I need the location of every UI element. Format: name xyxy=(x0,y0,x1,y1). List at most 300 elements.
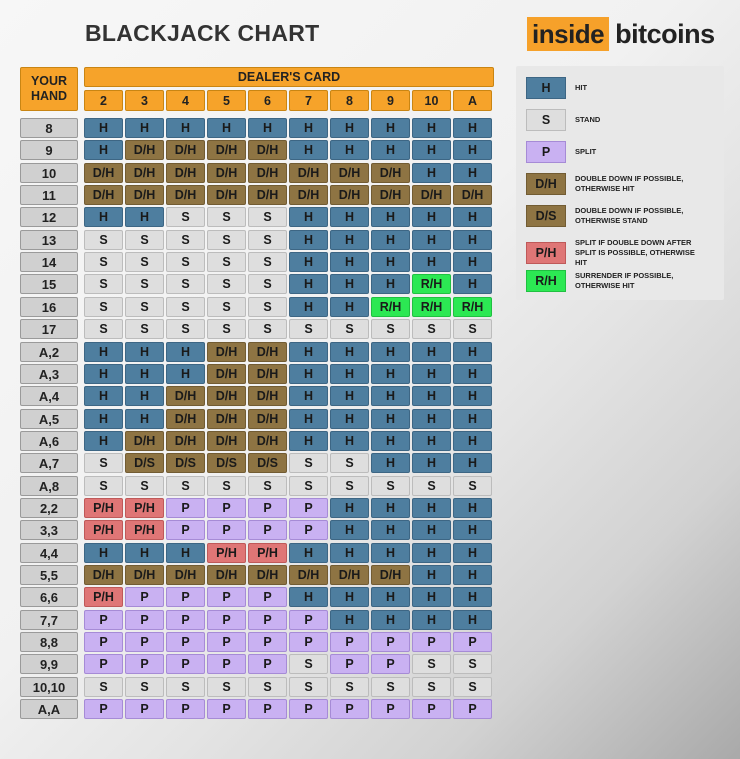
strategy-cell: P/H xyxy=(84,587,123,607)
strategy-cell: H xyxy=(84,207,123,227)
strategy-cell: D/H xyxy=(371,163,410,183)
player-hand-label: 10 xyxy=(20,163,78,183)
your-hand-label: YOUR HAND xyxy=(30,74,68,103)
player-hand-label: 13 xyxy=(20,230,78,250)
strategy-cell: D/H xyxy=(289,163,328,183)
strategy-cell: P xyxy=(207,587,246,607)
strategy-cell: H xyxy=(412,498,451,518)
player-hand-label: 17 xyxy=(20,319,78,339)
strategy-cell: H xyxy=(412,520,451,540)
strategy-cell: P xyxy=(289,498,328,518)
strategy-cell: P/H xyxy=(84,520,123,540)
strategy-cell: D/H xyxy=(207,140,246,160)
strategy-cell: H xyxy=(125,543,164,563)
strategy-cell: S xyxy=(248,274,287,294)
strategy-cell: D/H xyxy=(289,185,328,205)
strategy-cell: R/H xyxy=(412,297,451,317)
strategy-cell: H xyxy=(330,207,369,227)
strategy-cell: P/H xyxy=(125,498,164,518)
strategy-cell: H xyxy=(412,230,451,250)
player-hand-label: A,7 xyxy=(20,453,78,473)
strategy-cell: D/S xyxy=(207,453,246,473)
strategy-cell: H xyxy=(330,431,369,451)
strategy-cell: S xyxy=(84,230,123,250)
strategy-cell: H xyxy=(125,364,164,384)
legend-item xyxy=(526,205,700,227)
strategy-cell: S xyxy=(207,297,246,317)
player-hand-label: A,A xyxy=(20,699,78,719)
strategy-cell: H xyxy=(84,386,123,406)
strategy-cell: P xyxy=(166,699,205,719)
dealer-card-6: 6 xyxy=(248,90,287,111)
strategy-cell: H xyxy=(453,230,492,250)
strategy-cell: S xyxy=(330,453,369,473)
player-hand-label: A,4 xyxy=(20,386,78,406)
strategy-cell: H xyxy=(453,252,492,272)
strategy-cell: D/S xyxy=(166,453,205,473)
strategy-cell: H xyxy=(330,364,369,384)
strategy-cell: H xyxy=(330,498,369,518)
strategy-cell: H xyxy=(330,610,369,630)
strategy-cell: H xyxy=(371,230,410,250)
strategy-cell: H xyxy=(125,386,164,406)
strategy-cell: D/H xyxy=(207,431,246,451)
strategy-cell: S xyxy=(289,453,328,473)
strategy-cell: H xyxy=(453,543,492,563)
strategy-cell: H xyxy=(371,543,410,563)
strategy-cell: H xyxy=(412,610,451,630)
strategy-cell: P xyxy=(207,699,246,719)
strategy-cell: S xyxy=(453,677,492,697)
strategy-cell: P xyxy=(125,654,164,674)
player-hand-label: 12 xyxy=(20,207,78,227)
strategy-cell: H xyxy=(371,118,410,138)
strategy-cell: R/H xyxy=(371,297,410,317)
legend-text: DOUBLE DOWN IF POSSIBLE, OTHERWISE STAND xyxy=(575,206,684,225)
legend-swatch: D/S xyxy=(526,205,566,227)
strategy-cell: H xyxy=(289,274,328,294)
strategy-cell: S xyxy=(125,252,164,272)
strategy-cell: H xyxy=(125,207,164,227)
strategy-cell: H xyxy=(453,364,492,384)
legend-swatch: R/H xyxy=(526,270,566,292)
strategy-cell: D/H xyxy=(84,565,123,585)
strategy-cell: S xyxy=(207,252,246,272)
strategy-cell: D/H xyxy=(248,364,287,384)
strategy-cell: P xyxy=(125,587,164,607)
strategy-cell: D/H xyxy=(207,163,246,183)
strategy-cell: H xyxy=(453,118,492,138)
strategy-cell: S xyxy=(371,677,410,697)
dealer-card-4: 4 xyxy=(166,90,205,111)
dealer-card-2: 2 xyxy=(84,90,123,111)
strategy-cell: D/H xyxy=(330,565,369,585)
strategy-cell: D/H xyxy=(412,185,451,205)
player-hand-label: 16 xyxy=(20,297,78,317)
strategy-cell: H xyxy=(330,118,369,138)
strategy-cell: H xyxy=(371,610,410,630)
player-hand-label: 7,7 xyxy=(20,610,78,630)
strategy-cell: H xyxy=(125,342,164,362)
player-hand-label: 8 xyxy=(20,118,78,138)
strategy-cell: P xyxy=(207,632,246,652)
strategy-cell: S xyxy=(84,252,123,272)
strategy-cell: S xyxy=(330,476,369,496)
strategy-cell: D/H xyxy=(84,185,123,205)
strategy-cell: S xyxy=(166,476,205,496)
strategy-cell: S xyxy=(207,319,246,339)
strategy-cell: H xyxy=(453,207,492,227)
player-hand-label: 5,5 xyxy=(20,565,78,585)
strategy-cell: H xyxy=(371,364,410,384)
legend-text: HIT xyxy=(575,83,588,92)
strategy-cell: P/H xyxy=(125,520,164,540)
player-hand-label: 2,2 xyxy=(20,498,78,518)
player-hand-label: 4,4 xyxy=(20,543,78,563)
strategy-cell: S xyxy=(453,319,492,339)
strategy-cell: S xyxy=(125,297,164,317)
strategy-cell: P xyxy=(166,587,205,607)
strategy-cell: P xyxy=(166,520,205,540)
legend-item xyxy=(526,77,700,99)
strategy-cell: H xyxy=(330,274,369,294)
strategy-cell: P xyxy=(84,632,123,652)
strategy-cell: H xyxy=(453,409,492,429)
strategy-cell: H xyxy=(84,409,123,429)
strategy-cell: D/H xyxy=(84,163,123,183)
strategy-cell: H xyxy=(412,118,451,138)
player-hand-label: 10,10 xyxy=(20,677,78,697)
strategy-cell: H xyxy=(330,252,369,272)
strategy-cell: H xyxy=(453,587,492,607)
strategy-cell: P xyxy=(248,654,287,674)
legend-text: SPLIT IF DOUBLE DOWN AFTER SPLIT IS POSSIBLE, OTHERWISE HIT xyxy=(575,238,695,267)
strategy-cell: H xyxy=(412,587,451,607)
strategy-cell: H xyxy=(289,140,328,160)
strategy-cell: S xyxy=(207,230,246,250)
player-hand-label: A,3 xyxy=(20,364,78,384)
strategy-cell: H xyxy=(289,252,328,272)
strategy-cell: P xyxy=(248,610,287,630)
strategy-cell: P xyxy=(289,610,328,630)
strategy-cell: S xyxy=(248,677,287,697)
strategy-cell: S xyxy=(412,319,451,339)
strategy-cell: P xyxy=(248,587,287,607)
strategy-cell: P xyxy=(412,632,451,652)
legend-item xyxy=(526,109,700,131)
strategy-cell: H xyxy=(453,565,492,585)
player-hand-label: 6,6 xyxy=(20,587,78,607)
strategy-cell: H xyxy=(289,297,328,317)
dealer-card-3: 3 xyxy=(125,90,164,111)
strategy-cell: D/H xyxy=(371,185,410,205)
strategy-cell: P xyxy=(166,498,205,518)
strategy-cell: H xyxy=(289,118,328,138)
strategy-cell: P xyxy=(84,654,123,674)
strategy-cell: D/H xyxy=(166,185,205,205)
strategy-cell: H xyxy=(453,274,492,294)
strategy-cell: S xyxy=(248,476,287,496)
strategy-cell: S xyxy=(207,274,246,294)
strategy-cell: H xyxy=(289,364,328,384)
strategy-cell: S xyxy=(84,677,123,697)
strategy-cell: S xyxy=(248,297,287,317)
strategy-cell: D/H xyxy=(248,140,287,160)
strategy-cell: H xyxy=(412,409,451,429)
strategy-cell: S xyxy=(166,230,205,250)
strategy-cell: H xyxy=(371,207,410,227)
legend-swatch: P/H xyxy=(526,242,566,264)
strategy-cell: H xyxy=(453,610,492,630)
strategy-cell: D/H xyxy=(330,163,369,183)
strategy-cell: H xyxy=(371,274,410,294)
strategy-cell: P xyxy=(248,632,287,652)
strategy-cell: H xyxy=(412,453,451,473)
strategy-cell: H xyxy=(330,230,369,250)
strategy-cell: D/S xyxy=(248,453,287,473)
strategy-cell: S xyxy=(207,677,246,697)
strategy-cell: H xyxy=(412,163,451,183)
strategy-cell: S xyxy=(166,207,205,227)
strategy-cell: H xyxy=(371,252,410,272)
strategy-cell: D/H xyxy=(248,342,287,362)
strategy-cell: H xyxy=(371,431,410,451)
strategy-cell: S xyxy=(330,677,369,697)
strategy-cell: D/H xyxy=(166,431,205,451)
player-hand-label: A,6 xyxy=(20,431,78,451)
logo-bitcoins: bitcoins xyxy=(615,18,715,49)
strategy-cell: P xyxy=(125,699,164,719)
strategy-cell: H xyxy=(330,543,369,563)
strategy-cell: H xyxy=(371,453,410,473)
strategy-cell: D/H xyxy=(125,163,164,183)
strategy-cell: S xyxy=(289,476,328,496)
strategy-cell: S xyxy=(248,319,287,339)
player-hand-label: 9 xyxy=(20,140,78,160)
strategy-cell: S xyxy=(125,319,164,339)
strategy-cell: H xyxy=(330,297,369,317)
strategy-cell: P xyxy=(371,632,410,652)
strategy-cell: D/H xyxy=(207,342,246,362)
strategy-cell: H xyxy=(248,118,287,138)
strategy-cell: D/H xyxy=(453,185,492,205)
strategy-cell: S xyxy=(412,677,451,697)
strategy-cell: H xyxy=(371,498,410,518)
strategy-cell: D/H xyxy=(371,565,410,585)
strategy-cell: H xyxy=(412,543,451,563)
strategy-cell: H xyxy=(412,565,451,585)
strategy-cell: P xyxy=(248,699,287,719)
strategy-cell: S xyxy=(166,252,205,272)
strategy-cell: D/H xyxy=(125,431,164,451)
dealer-card-A: A xyxy=(453,90,492,111)
player-hand-label: 11 xyxy=(20,185,78,205)
strategy-cell: H xyxy=(289,587,328,607)
strategy-cell: P xyxy=(289,632,328,652)
legend-item xyxy=(526,270,700,292)
strategy-cell: S xyxy=(248,230,287,250)
strategy-cell: P xyxy=(330,632,369,652)
dealer-card-8: 8 xyxy=(330,90,369,111)
strategy-cell: S xyxy=(125,677,164,697)
strategy-cell: D/H xyxy=(207,565,246,585)
strategy-cell: P xyxy=(207,498,246,518)
strategy-cell: S xyxy=(125,274,164,294)
player-hand-label: A,5 xyxy=(20,409,78,429)
strategy-cell: H xyxy=(289,543,328,563)
strategy-cell: H xyxy=(412,207,451,227)
strategy-cell: H xyxy=(453,498,492,518)
strategy-cell: D/H xyxy=(166,140,205,160)
strategy-cell: D/H xyxy=(248,565,287,585)
strategy-cell: P/H xyxy=(207,543,246,563)
dealer-card-9: 9 xyxy=(371,90,410,111)
strategy-cell: H xyxy=(289,409,328,429)
strategy-cell: H xyxy=(412,252,451,272)
strategy-cell: H xyxy=(371,409,410,429)
strategy-cell: S xyxy=(125,476,164,496)
strategy-cell: H xyxy=(453,386,492,406)
dealer-card-header: DEALER'S CARD xyxy=(84,67,494,87)
legend-item xyxy=(526,141,700,163)
strategy-cell: S xyxy=(248,252,287,272)
strategy-cell: P/H xyxy=(248,543,287,563)
strategy-cell: H xyxy=(371,520,410,540)
strategy-cell: D/H xyxy=(207,409,246,429)
strategy-cell: D/H xyxy=(248,386,287,406)
strategy-cell: H xyxy=(84,118,123,138)
strategy-cell: P xyxy=(248,520,287,540)
strategy-cell: H xyxy=(289,386,328,406)
strategy-cell: H xyxy=(330,386,369,406)
strategy-cell: H xyxy=(330,409,369,429)
strategy-cell: S xyxy=(84,453,123,473)
strategy-cell: D/H xyxy=(166,163,205,183)
strategy-cell: S xyxy=(84,476,123,496)
strategy-cell: H xyxy=(412,342,451,362)
strategy-cell: P xyxy=(289,520,328,540)
strategy-cell: D/H xyxy=(248,185,287,205)
strategy-cell: H xyxy=(330,342,369,362)
strategy-cell: S xyxy=(289,319,328,339)
strategy-cell: S xyxy=(84,319,123,339)
strategy-cell: D/H xyxy=(330,185,369,205)
legend-swatch: H xyxy=(526,77,566,99)
legend-swatch: D/H xyxy=(526,173,566,195)
strategy-cell: P xyxy=(125,632,164,652)
strategy-cell: H xyxy=(289,230,328,250)
strategy-cell: D/H xyxy=(166,386,205,406)
strategy-cell: S xyxy=(248,207,287,227)
legend-text: STAND xyxy=(575,115,601,124)
strategy-cell: H xyxy=(330,587,369,607)
page-title: BLACKJACK CHART xyxy=(85,20,320,46)
strategy-cell: P xyxy=(453,699,492,719)
player-hand-label: 3,3 xyxy=(20,520,78,540)
strategy-cell: H xyxy=(371,386,410,406)
strategy-cell: S xyxy=(166,274,205,294)
strategy-cell: P xyxy=(330,699,369,719)
strategy-cell: H xyxy=(330,520,369,540)
strategy-cell: P xyxy=(289,699,328,719)
strategy-cell: H xyxy=(289,207,328,227)
strategy-cell: S xyxy=(453,654,492,674)
legend-item xyxy=(526,173,700,195)
strategy-cell: H xyxy=(412,431,451,451)
strategy-cell: H xyxy=(453,163,492,183)
strategy-cell: P xyxy=(371,654,410,674)
dealer-card-7: 7 xyxy=(289,90,328,111)
legend-swatch: P xyxy=(526,141,566,163)
strategy-cell: D/H xyxy=(248,163,287,183)
strategy-cell: S xyxy=(289,654,328,674)
strategy-cell: D/H xyxy=(166,409,205,429)
strategy-cell: P xyxy=(453,632,492,652)
strategy-cell: D/H xyxy=(125,140,164,160)
strategy-cell: P xyxy=(84,699,123,719)
strategy-cell: R/H xyxy=(412,274,451,294)
strategy-cell: R/H xyxy=(453,297,492,317)
strategy-cell: H xyxy=(289,431,328,451)
strategy-cell: P xyxy=(330,654,369,674)
strategy-cell: S xyxy=(330,319,369,339)
strategy-cell: P xyxy=(207,654,246,674)
strategy-cell: S xyxy=(125,230,164,250)
strategy-cell: D/H xyxy=(125,185,164,205)
strategy-cell: D/S xyxy=(125,453,164,473)
strategy-cell: D/H xyxy=(207,185,246,205)
strategy-cell: S xyxy=(371,476,410,496)
strategy-cell: S xyxy=(166,677,205,697)
player-hand-label: 9,9 xyxy=(20,654,78,674)
strategy-cell: H xyxy=(371,587,410,607)
legend-item xyxy=(526,238,700,268)
legend-text: SURRENDER IF POSSIBLE, OTHERWISE HIT xyxy=(575,271,674,290)
legend-text: DOUBLE DOWN IF POSSIBLE, OTHERWISE HIT xyxy=(575,174,684,193)
strategy-cell: H xyxy=(84,342,123,362)
strategy-cell: H xyxy=(453,520,492,540)
logo-inside: inside xyxy=(527,17,609,51)
strategy-cell: D/H xyxy=(289,565,328,585)
strategy-cell: P xyxy=(84,610,123,630)
strategy-cell: D/H xyxy=(166,565,205,585)
strategy-cell: S xyxy=(453,476,492,496)
strategy-cell: P xyxy=(248,498,287,518)
strategy-cell: D/H xyxy=(207,364,246,384)
strategy-cell: H xyxy=(166,364,205,384)
strategy-cell: H xyxy=(371,140,410,160)
strategy-cell: H xyxy=(453,140,492,160)
strategy-cell: S xyxy=(207,207,246,227)
strategy-cell: S xyxy=(289,677,328,697)
strategy-cell: H xyxy=(412,140,451,160)
strategy-cell: H xyxy=(125,118,164,138)
strategy-cell: P/H xyxy=(84,498,123,518)
strategy-cell: S xyxy=(84,274,123,294)
strategy-cell: S xyxy=(412,654,451,674)
player-hand-label: A,8 xyxy=(20,476,78,496)
strategy-cell: S xyxy=(371,319,410,339)
strategy-cell: H xyxy=(412,386,451,406)
player-hand-label: 8,8 xyxy=(20,632,78,652)
strategy-cell: H xyxy=(453,453,492,473)
strategy-cell: H xyxy=(84,364,123,384)
strategy-cell: P xyxy=(125,610,164,630)
your-hand-header xyxy=(20,67,78,111)
strategy-cell: H xyxy=(412,364,451,384)
strategy-cell: P xyxy=(166,632,205,652)
strategy-cell: H xyxy=(207,118,246,138)
